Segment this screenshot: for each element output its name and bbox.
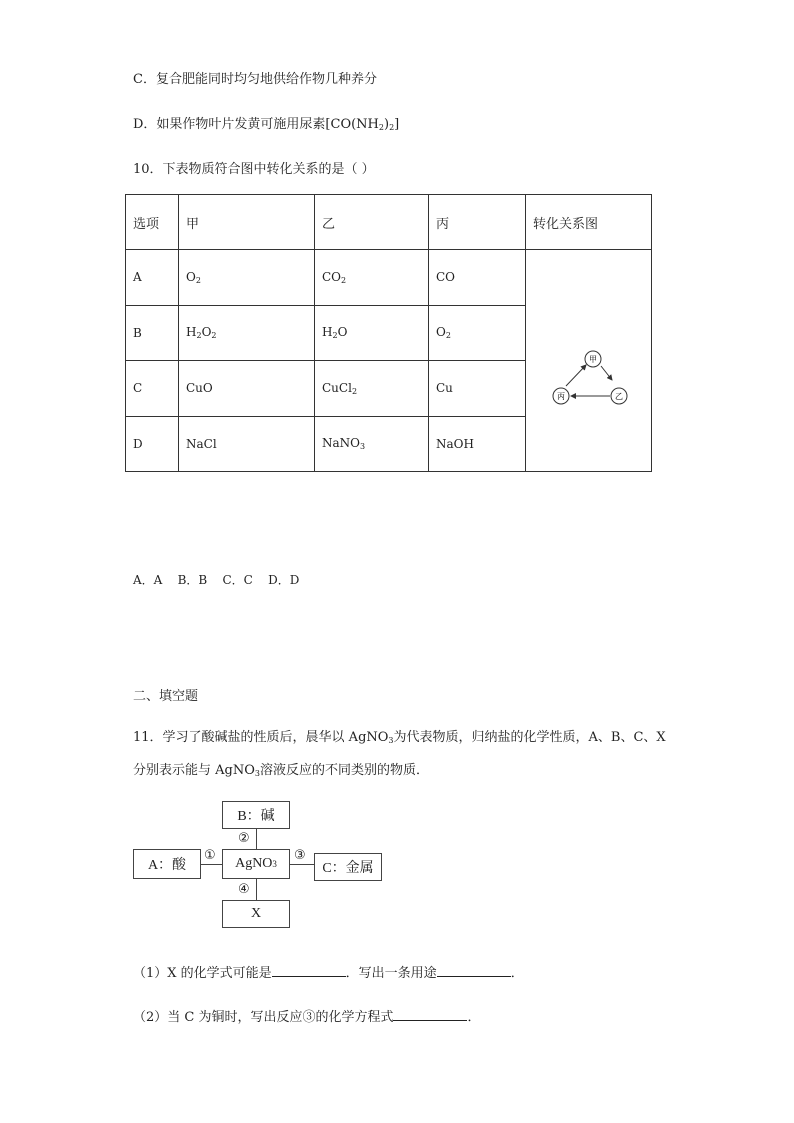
node-yi-label: 乙 <box>615 392 623 401</box>
connector-right <box>290 864 314 865</box>
question-10: 10．下表物质符合图中转化关系的是（ ） <box>133 162 375 177</box>
sub1-text: ． <box>510 966 524 981</box>
box-agno3 <box>222 849 290 879</box>
formula-sub: 3 <box>360 442 366 452</box>
formula-sub: 2 <box>351 386 358 396</box>
box-base: B：碱 <box>222 801 290 829</box>
agno3-text: AgNO <box>235 856 273 871</box>
option-d <box>133 113 399 132</box>
formula-text: H <box>322 325 333 340</box>
row-d-option: D <box>126 416 179 472</box>
formula-text: CO <box>322 269 342 284</box>
formula-text: H <box>186 325 197 340</box>
formula-sub: 2 <box>196 331 202 341</box>
sub-question-2 <box>133 1006 481 1025</box>
q11-text: 溶液反应的不同类别的物质． <box>259 763 429 778</box>
question-11-line-1 <box>133 726 666 745</box>
sub2-text: ． <box>467 1010 481 1025</box>
row-d-yi <box>315 416 429 472</box>
row-a-bing <box>429 250 526 306</box>
answer-blank-use[interactable] <box>437 964 511 977</box>
node-bing-label: 丙 <box>557 392 565 401</box>
sub-question-1 <box>133 962 524 981</box>
q11-sub: 3 <box>388 736 394 745</box>
formula-text: Cu <box>436 381 453 396</box>
node-jia-label: 甲 <box>589 355 597 364</box>
header-diagram: 转化关系图 <box>526 195 652 250</box>
header-bing: 丙 <box>429 195 526 250</box>
arrow-bing-to-jia <box>566 365 586 386</box>
row-b-bing <box>429 305 526 361</box>
option-d-mid: ) <box>383 117 390 132</box>
row-c-option: C <box>126 361 179 417</box>
row-b-yi <box>315 305 429 361</box>
table-row <box>126 250 652 306</box>
row-b-option: B <box>126 305 179 361</box>
box-acid: A：酸 <box>133 849 201 879</box>
cycle-diagram <box>526 250 651 468</box>
answer-blank-equation[interactable] <box>393 1008 467 1021</box>
formula-text: CuCl <box>322 380 352 395</box>
answer-blank-formula[interactable] <box>272 964 346 977</box>
formula-text: O <box>436 325 446 340</box>
formula-text: CO <box>436 270 456 285</box>
box-x: X <box>222 900 290 928</box>
row-c-jia <box>179 361 315 417</box>
section-heading: 二、填空题 <box>133 689 199 704</box>
connector-bottom <box>256 879 257 900</box>
row-a-jia <box>179 250 315 306</box>
sub1-text: ．写出一条用途 <box>345 966 437 981</box>
row-c-yi <box>315 361 429 417</box>
formula-text: O <box>337 325 348 340</box>
connector-left <box>201 864 222 865</box>
option-d-prefix: D．如果作物叶片发黄可施用尿素[CO(NH <box>133 117 379 132</box>
mark-2: ② <box>238 831 250 846</box>
row-d-jia <box>179 416 315 472</box>
q11-sub: 3 <box>254 769 260 778</box>
formula-text: O <box>201 325 212 340</box>
question-10-table <box>125 194 652 472</box>
header-yi: 乙 <box>315 195 429 250</box>
row-a-option: A <box>126 250 179 306</box>
formula-sub: 2 <box>341 275 347 285</box>
option-d-suffix: ] <box>394 117 400 132</box>
formula-text: NaCl <box>186 436 217 451</box>
row-c-bing <box>429 361 526 417</box>
formula-sub: 2 <box>195 275 201 285</box>
formula-sub: 2 <box>211 331 217 341</box>
formula-text: CuO <box>186 381 213 396</box>
formula-sub: 2 <box>332 331 338 341</box>
mark-4: ④ <box>238 882 250 897</box>
sub2-text: （2）当 C 为铜时，写出反应③的化学方程式 <box>133 1010 394 1025</box>
q11-text: 11．学习了酸碱盐的性质后，晨华以 AgNO <box>133 730 389 745</box>
formula-text: NaNO <box>322 436 360 451</box>
formula-text: O <box>186 269 196 284</box>
table-header-row <box>126 195 652 250</box>
question-11-line-2 <box>133 759 429 778</box>
arrow-jia-to-yi <box>601 366 612 380</box>
formula-text: NaOH <box>436 436 474 451</box>
q11-text: 为代表物质，归纳盐的化学性质，A、B、C、X <box>393 730 666 745</box>
row-b-jia <box>179 305 315 361</box>
connector-top <box>256 829 257 849</box>
option-c: C．复合肥能同时均匀地供给作物几种养分 <box>133 72 377 87</box>
option-d-sub: 2 <box>378 123 384 132</box>
conversion-diagram-cell <box>526 250 652 472</box>
mark-1: ① <box>204 848 216 863</box>
answer-choices: A．A B．B C．C D．D <box>133 573 300 587</box>
mark-3: ③ <box>294 848 306 863</box>
formula-sub: 2 <box>445 331 451 341</box>
header-jia: 甲 <box>179 195 315 250</box>
box-metal: C：金属 <box>314 853 382 881</box>
header-option: 选项 <box>126 195 179 250</box>
sub1-text: （1）X 的化学式可能是 <box>133 966 272 981</box>
option-d-sub2: 2 <box>389 123 395 132</box>
agno3-sub: 3 <box>272 859 277 869</box>
q11-text: 分别表示能与 AgNO <box>133 763 255 778</box>
row-d-bing <box>429 416 526 472</box>
row-a-yi <box>315 250 429 306</box>
